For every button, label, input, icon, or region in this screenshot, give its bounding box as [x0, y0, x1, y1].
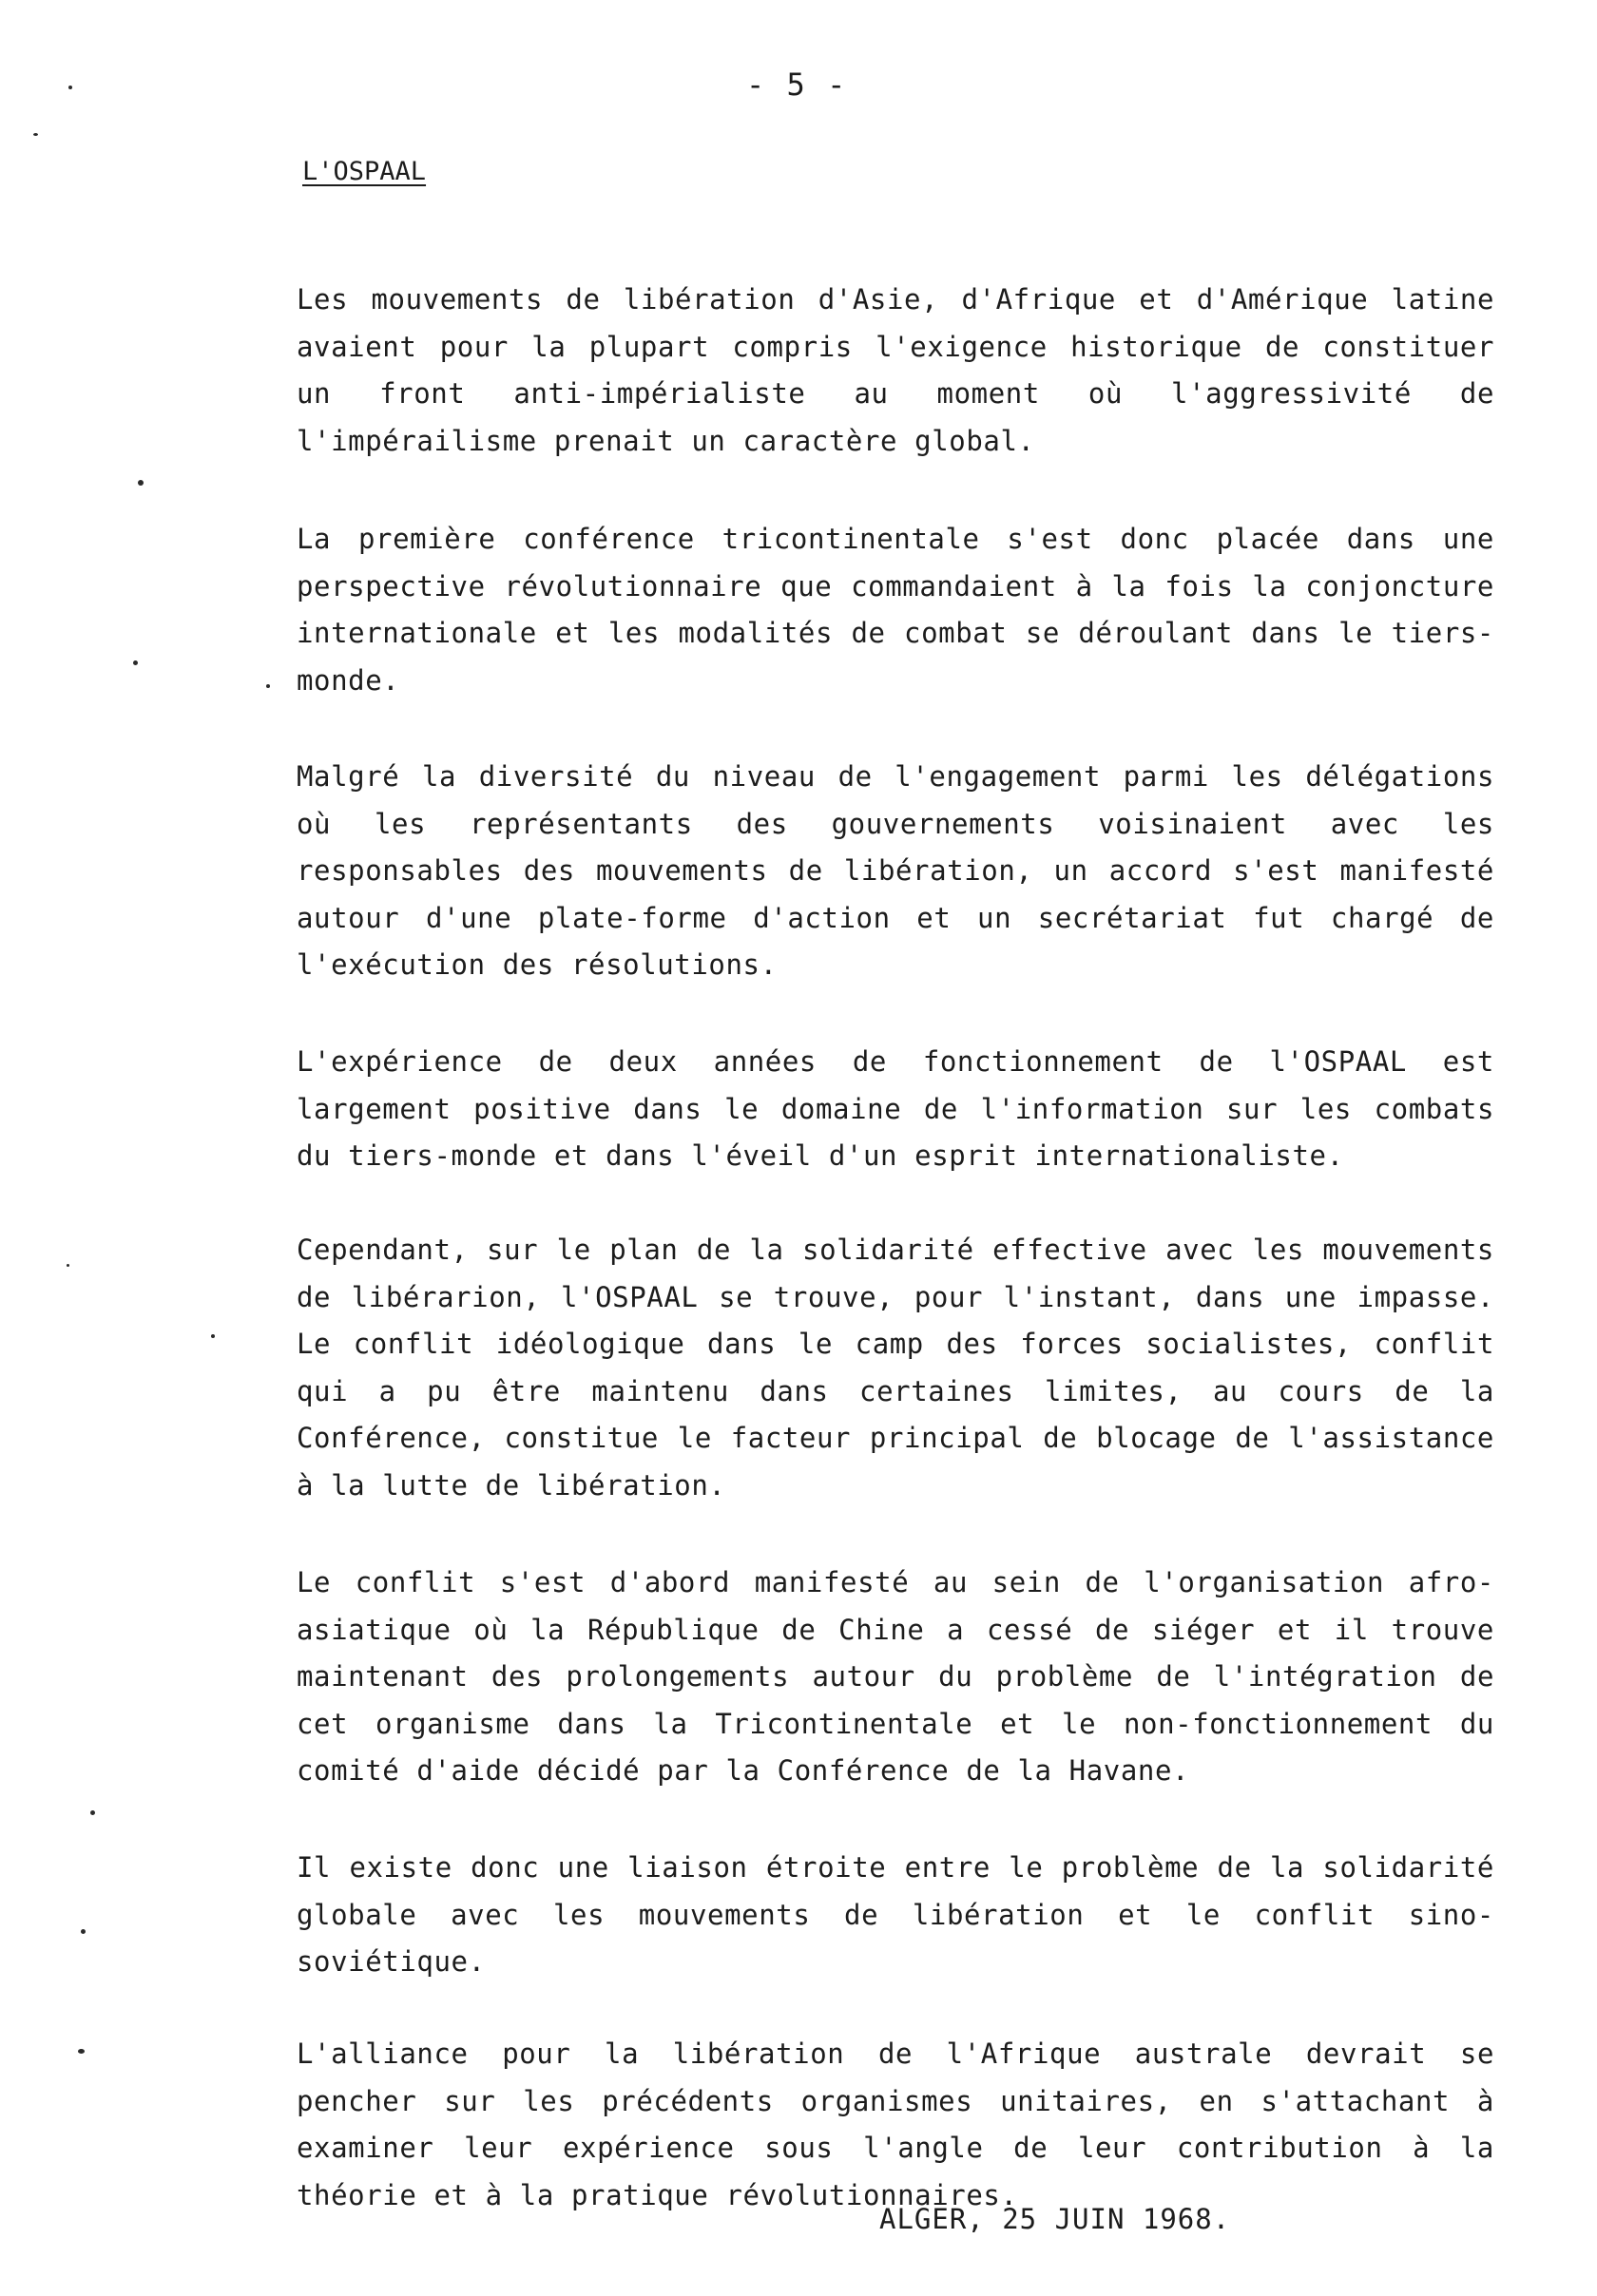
scan-speck: [211, 1334, 215, 1338]
paragraph: Cependant, sur le plan de la solidarité effective avec les mouvements de libérarion, l'OSPAAL se trouve, pour l'instant, dans une impasse. Le conflit idéologique dans le camp des forces socialistes, conflit qui a pu être maintenu dans certaines limites, au cours de la Conférence, constitue le facteur principal de blocage de l'assistance à la lutte de libération.: [297, 1234, 1494, 1502]
scan-speck: [33, 133, 38, 136]
paragraph: Il existe donc une liaison étroite entre le problème de la solidarité globale avec les mouvements de libération et le conflit sino-soviétique.: [297, 1851, 1494, 1978]
scan-speck: [67, 1264, 69, 1267]
scan-speck: [90, 1810, 95, 1815]
paragraph: L'alliance pour la libération de l'Afrique australe devrait se pencher sur les précédents organismes unitaires, en s'attachant à examiner leur expérience sous l'angle de leur contribution à la théorie et à la pratique révolutionnaires.: [297, 2038, 1494, 2211]
scan-speck: [68, 86, 72, 89]
scan-speck: [133, 660, 138, 665]
place-and-date: ALGER, 25 JUIN 1968.: [879, 2203, 1231, 2235]
paragraph: Les mouvements de libération d'Asie, d'Afrique et d'Amérique latine avaient pour la plupart compris l'exigence historique de constituer un front anti-impérialiste au moment où l'aggressivité de l'impérailisme prenait un caractère global.: [297, 283, 1494, 457]
section-title: L'OSPAAL: [302, 157, 427, 186]
page-number: - 5 -: [746, 67, 848, 103]
scan-speck: [138, 480, 144, 486]
paragraph: La première conférence tricontinentale s'est donc placée dans une perspective révolutionnaire que commandaient à la fois la conjoncture internationale et les modalités de combat se déroulant dans le tiers-monde.: [297, 523, 1494, 697]
paragraph: Le conflit s'est d'abord manifesté au sein de l'organisation afro-asiatique où la République de Chine a cessé de siéger et il trouve maintenant des prolongements autour du problème de l'intégration de cet organisme dans la Tricontinentale et le non-fonctionnement du comité d'aide décidé par la Conférence de la Havane.: [297, 1566, 1494, 1787]
paragraph: L'expérience de deux années de fonctionnement de l'OSPAAL est largement positive dans le domaine de l'information sur les combats du tiers-monde et dans l'éveil d'un esprit internationaliste.: [297, 1045, 1494, 1172]
scan-speck: [78, 2049, 85, 2054]
scan-speck: [266, 684, 270, 688]
paragraph: Malgré la diversité du niveau de l'engagement parmi les délégations où les représentants des gouvernements voisinaient avec les responsables des mouvements de libération, un accord s'est manifesté autour d'une plate-forme d'action et un secrétariat fut chargé de l'exécution des résolutions.: [297, 760, 1494, 981]
scan-speck: [81, 1929, 86, 1934]
